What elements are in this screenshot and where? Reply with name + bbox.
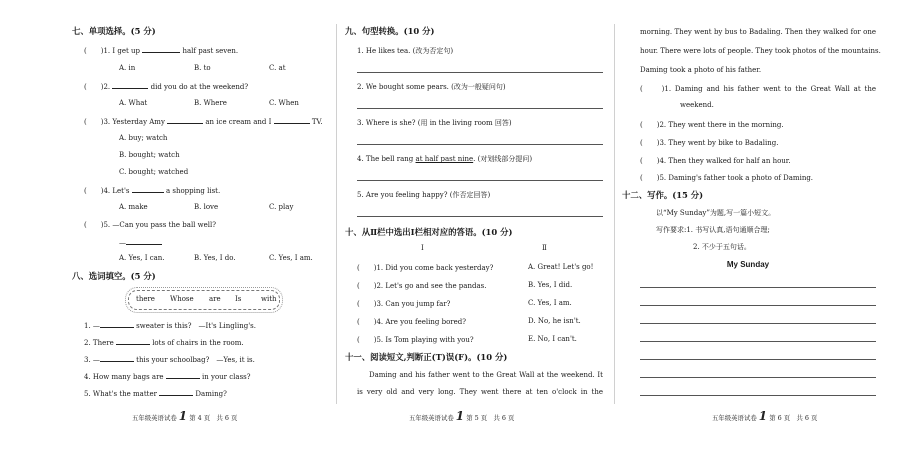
question-8-5: 5. What's the matter Daming? bbox=[84, 390, 227, 398]
writing-line[interactable] bbox=[640, 359, 876, 360]
question-7-1: ( )1. I get up half past seven. bbox=[84, 47, 239, 55]
judgement-3: ( )3. They went by bike to Badaling. bbox=[640, 139, 779, 147]
passage-line: Daming and his father went to the Great Wall at the weekend. It bbox=[369, 371, 603, 379]
answer-line[interactable] bbox=[357, 108, 603, 109]
word-bank-word: Whose bbox=[170, 295, 194, 303]
match-question: ( )1. Did you come back yesterday? bbox=[357, 264, 494, 272]
writing-line[interactable] bbox=[640, 377, 876, 378]
answer-blank[interactable] bbox=[100, 320, 134, 328]
section-11-title: 十一、阅读短文,判断正(T)误(F)。(10 分) bbox=[345, 352, 508, 362]
page-footer: 五年级英语试卷 1 第 5 页 共 6 页 bbox=[409, 409, 515, 423]
column-1-header: Ⅰ bbox=[421, 244, 424, 252]
writing-requirement: 写作要求:1. 书写认真,语句通顺合理; bbox=[656, 226, 770, 234]
reading-passage bbox=[640, 47, 881, 55]
answer-blank[interactable] bbox=[167, 116, 203, 124]
option-a: A. Yes, I can. bbox=[119, 254, 165, 262]
question-7-5: ( )5. —Can you pass the ball well? bbox=[84, 221, 217, 229]
section-7-title: 七、单项选择。(5 分) bbox=[72, 26, 156, 36]
question-7-4: ( )4. Let's a shopping list. bbox=[84, 187, 221, 195]
word-bank-word: Is bbox=[235, 295, 242, 303]
section-12-title: 十二、写作。(15 分) bbox=[622, 190, 704, 200]
match-answer: D. No, he isn't. bbox=[528, 317, 581, 325]
question-8-3: 3. — this your schoolbag? —Yes, it is. bbox=[84, 356, 255, 364]
reading-passage bbox=[357, 371, 603, 379]
question-7-3: ( )3. Yesterday Amy an ice cream and I TV. bbox=[84, 118, 323, 126]
match-answer: C. Yes, I am. bbox=[528, 299, 572, 307]
section-9-title: 九、句型转换。(10 分) bbox=[345, 26, 435, 36]
page-divider bbox=[614, 24, 615, 404]
answer-blank[interactable] bbox=[166, 371, 200, 379]
answer-blank[interactable] bbox=[116, 337, 150, 345]
answer-blank[interactable] bbox=[126, 237, 162, 245]
word-bank-word: with bbox=[261, 295, 277, 303]
page-footer: 五年级英语试卷 1 第 6 页 共 6 页 bbox=[712, 409, 818, 423]
reading-passage bbox=[357, 388, 603, 396]
match-question: ( )2. Let's go and see the pandas. bbox=[357, 282, 487, 290]
option-c: C. at bbox=[269, 64, 286, 72]
exam-page-5 bbox=[345, 0, 610, 455]
judgement-1-cont: weekend. bbox=[680, 101, 714, 109]
option-c: C. Yes, I am. bbox=[269, 254, 313, 262]
writing-line[interactable] bbox=[640, 395, 876, 396]
match-question: ( )5. Is Tom playing with you? bbox=[357, 336, 474, 344]
answer-blank[interactable] bbox=[112, 81, 148, 89]
passage-line: hour. There were lots of people. They took photos of the mountains. bbox=[640, 47, 881, 55]
question-8-2: 2. There lots of chairs in the room. bbox=[84, 339, 244, 347]
option-b: B. Where bbox=[194, 99, 227, 107]
option-c: C. bought; watched bbox=[119, 168, 189, 176]
page-divider bbox=[336, 24, 337, 404]
question-9-2: 2. We bought some pears. (改为一般疑问句) bbox=[357, 83, 506, 91]
option-a: A. in bbox=[119, 64, 136, 72]
passage-line: is very old and very long. They went there at ten o'clock in the bbox=[357, 388, 603, 396]
match-answer: E. No, I can't. bbox=[528, 335, 577, 343]
writing-line[interactable] bbox=[640, 287, 876, 288]
answer-blank[interactable] bbox=[274, 116, 310, 124]
question-8-1: 1. — sweater is this? —It's Lingling's. bbox=[84, 322, 256, 330]
answer-line[interactable] bbox=[357, 216, 603, 217]
option-b: B. to bbox=[194, 64, 211, 72]
answer-line[interactable] bbox=[357, 144, 603, 145]
exam-page-4 bbox=[72, 0, 322, 455]
question-7-5-answer-line: — bbox=[119, 237, 162, 247]
section-10-title: 十、从Ⅱ栏中选出Ⅰ栏相对应的答语。(10 分) bbox=[345, 227, 513, 237]
option-c: C. When bbox=[269, 99, 299, 107]
judgement-4: ( )4. Then they walked for half an hour. bbox=[640, 157, 791, 165]
match-answer: A. Great! Let's go! bbox=[528, 263, 594, 271]
option-b: B. love bbox=[194, 203, 219, 211]
column-2-header: Ⅱ bbox=[542, 244, 547, 252]
reading-passage bbox=[640, 28, 876, 36]
essay-title: My Sunday bbox=[726, 260, 770, 269]
option-b: B. Yes, I do. bbox=[194, 254, 236, 262]
option-a: A. What bbox=[119, 99, 148, 107]
judgement-2: ( )2. They went there in the morning. bbox=[640, 121, 784, 129]
match-answer: B. Yes, I did. bbox=[528, 281, 573, 289]
word-bank-word: are bbox=[209, 295, 221, 303]
option-b: B. bought; watch bbox=[119, 151, 180, 159]
match-question: ( )3. Can you jump far? bbox=[357, 300, 451, 308]
judgement-1: ( )1. Daming and his father went to the Great Wall at the bbox=[640, 85, 876, 93]
writing-line[interactable] bbox=[640, 323, 876, 324]
question-8-4: 4. How many bags are in your class? bbox=[84, 373, 251, 381]
page-footer: 五年级英语试卷 1 第 4 页 共 6 页 bbox=[132, 409, 238, 423]
writing-line[interactable] bbox=[640, 305, 876, 306]
exam-page-6 bbox=[622, 0, 882, 455]
answer-blank[interactable] bbox=[132, 185, 164, 193]
question-7-2: ( )2. did you do at the weekend? bbox=[84, 83, 249, 91]
answer-line[interactable] bbox=[357, 72, 603, 73]
question-9-5: 5. Are you feeling happy? (作否定回答) bbox=[357, 191, 491, 199]
answer-blank[interactable] bbox=[142, 45, 180, 53]
answer-line[interactable] bbox=[357, 180, 603, 181]
underlined-phrase: at half past nine bbox=[415, 155, 474, 163]
judgement-5: ( )5. Daming's father took a photo of Daming. bbox=[640, 174, 814, 182]
question-9-4: 4. The bell rang at half past nine. (对划线部分提问) bbox=[357, 155, 533, 163]
writing-line[interactable] bbox=[640, 341, 876, 342]
passage-line: Daming took a photo of his father. bbox=[640, 66, 762, 74]
section-8-title: 八、选词填空。(5 分) bbox=[72, 271, 156, 281]
question-9-3: 3. Where is she? (用 in the living room 回答) bbox=[357, 119, 512, 127]
writing-prompt: 以“My Sunday”为题,写一篇小短文。 bbox=[656, 209, 776, 217]
option-c: C. play bbox=[269, 203, 294, 211]
option-a: A. make bbox=[119, 203, 148, 211]
answer-blank[interactable] bbox=[159, 388, 193, 396]
writing-requirement: 2. 不少于五句话。 bbox=[693, 243, 751, 251]
word-bank-word: there bbox=[136, 295, 155, 303]
question-9-1: 1. He likes tea. (改为否定句) bbox=[357, 47, 454, 55]
answer-blank[interactable] bbox=[100, 354, 134, 362]
option-a: A. buy; watch bbox=[119, 134, 168, 142]
passage-line: morning. They went by bus to Badaling. Then they walked for one bbox=[640, 28, 876, 36]
match-question: ( )4. Are you feeling bored? bbox=[357, 318, 467, 326]
